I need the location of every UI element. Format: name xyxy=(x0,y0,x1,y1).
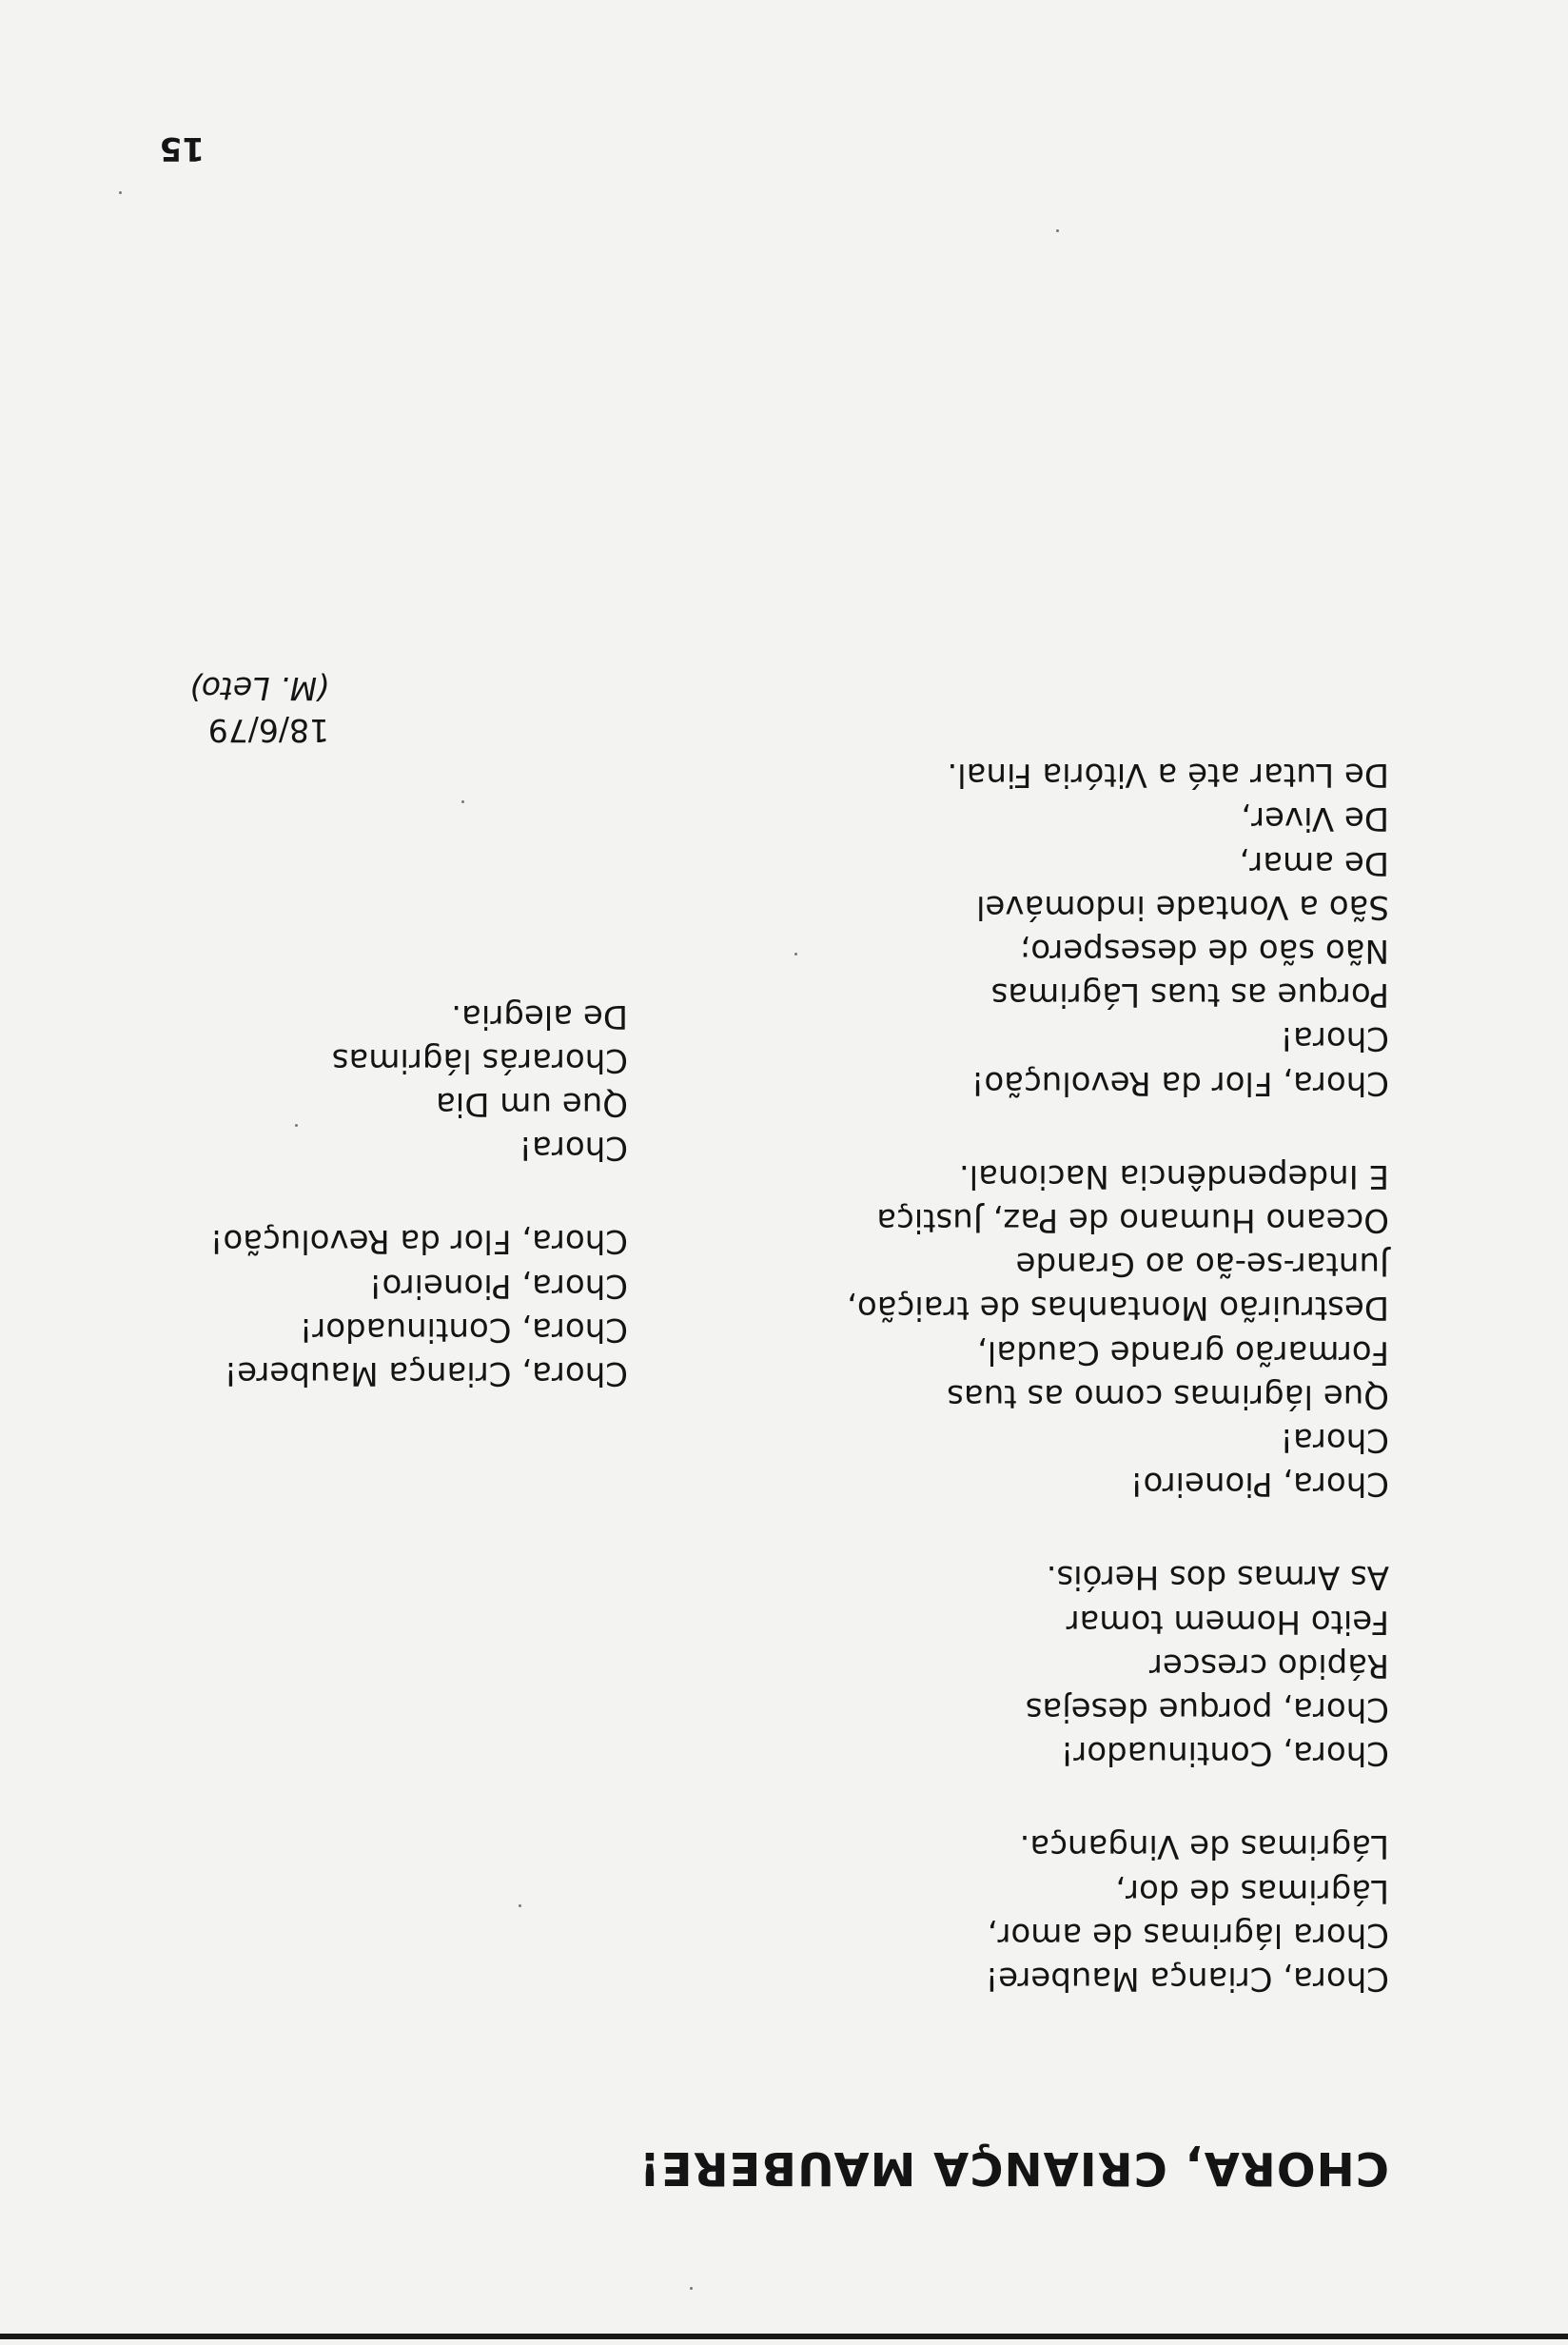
verse-line: Oceano Humano de Paz, Justiça xyxy=(876,1200,1389,1239)
verse-line: As Armas dos Heróis. xyxy=(1046,1558,1389,1597)
scan-speck xyxy=(295,1124,298,1127)
verse-line: Chora, Criança Maubere! xyxy=(224,1354,628,1392)
verse-line: Chora, porque desejas xyxy=(1025,1689,1389,1728)
left-column xyxy=(742,703,1389,2000)
verse-line: Juntar-se-ão ao Grande xyxy=(1015,1245,1389,1284)
verse-line: Chora lágrimas de amor, xyxy=(987,1915,1389,1954)
verse-line: Que um Dia xyxy=(436,1084,628,1123)
verse-line: Que lágrimas como as tuas xyxy=(947,1376,1389,1415)
scan-speck xyxy=(119,191,122,194)
poem-date: 18/6/79 xyxy=(207,712,329,749)
poem-title: CHORA, CRIANÇA MAUBERE! xyxy=(637,2141,1389,2195)
right-column xyxy=(95,944,628,1395)
verse-line: Feito Homem tomar xyxy=(1066,1602,1389,1641)
stanza-3 xyxy=(742,1154,1389,1507)
verse-line: Chora, Pioneiro! xyxy=(368,1266,628,1305)
verse-line: Chora, Pioneiro! xyxy=(1129,1465,1389,1504)
verse-line: E Independência Nacional. xyxy=(958,1156,1389,1195)
stanza-2 xyxy=(742,1555,1389,1775)
poem-author: (M. Leto) xyxy=(188,670,329,707)
scan-speck xyxy=(794,953,797,956)
stanza-5 xyxy=(95,1219,628,1395)
verse-line: Chora! xyxy=(519,1129,628,1168)
scan-speck xyxy=(519,1904,521,1907)
signature-block xyxy=(189,667,329,751)
verse-line: Chora! xyxy=(1280,1420,1389,1459)
verse-line: Destruirão Montanhas de traição, xyxy=(847,1289,1389,1328)
verse-line: Chorarás lágrimas xyxy=(331,1040,628,1079)
verse-line: De amar, xyxy=(1239,843,1389,882)
scan-speck xyxy=(461,800,464,803)
verse-line: De alegria. xyxy=(451,996,628,1035)
verse-line: Lágrimas de Vingança. xyxy=(1019,1827,1389,1866)
page-edge-rule xyxy=(0,2334,1568,2339)
verse-line: De Viver, xyxy=(1241,799,1389,838)
verse-line: Rápido crescer xyxy=(1148,1645,1389,1685)
stanza-6 xyxy=(95,994,628,1170)
verse-line: De Lutar até a Vitória Final. xyxy=(947,756,1389,795)
scan-speck xyxy=(690,2287,693,2290)
stanza-4 xyxy=(742,753,1389,1105)
verse-line: São a Vontade indomável xyxy=(976,887,1389,926)
verse-line: Chora, Flor da Revolução! xyxy=(209,1222,628,1261)
verse-line: Chora, Continuador! xyxy=(299,1310,628,1349)
verse-line: Chora! xyxy=(1280,1019,1389,1058)
verse-line: Chora, Flor da Revolução! xyxy=(970,1063,1389,1102)
stanza-1 xyxy=(742,1824,1389,2000)
verse-line: Lágrimas de dor, xyxy=(1115,1871,1389,1910)
page-number: 15 xyxy=(159,129,205,168)
verse-line: Não são de desespero; xyxy=(1019,931,1389,970)
verse-line: Formarão grande Caudal, xyxy=(977,1332,1389,1371)
verse-line: Chora, Continuador! xyxy=(1060,1734,1389,1773)
verse-line: Porque as tuas Lágrimas xyxy=(990,975,1389,1015)
verse-line: Chora, Criança Maubere! xyxy=(985,1960,1389,1998)
scan-speck xyxy=(1056,229,1059,232)
